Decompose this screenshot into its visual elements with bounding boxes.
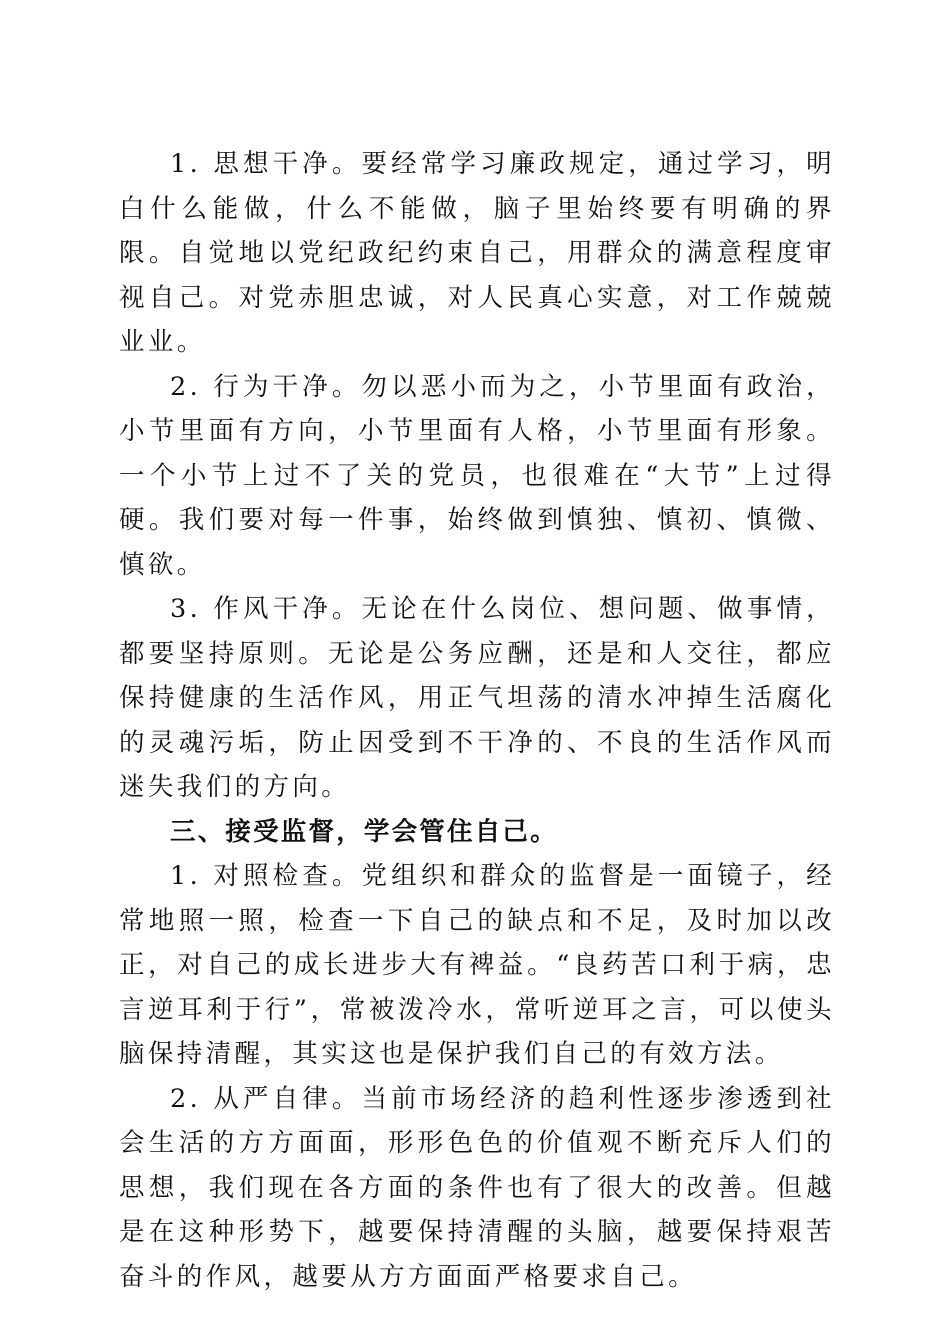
- section-heading-supervision: 三、接受监督，学会管住自己。: [170, 816, 558, 847]
- paragraph-behavior-clean: 2. 行为干净。勿以恶小而为之，小节里面有政治，小节里面有方向，小节里面有人格，小节里面有形象。一个小节上过不了关的党员，也很难在“大节”上过得硬。我们要对每一件事，始终做到慎独、慎初、慎微、慎欲。: [119, 371, 835, 580]
- document-body: [119, 142, 835, 1299]
- paragraph-style-clean: 3. 作风干净。无论在什么岗位、想问题、做事情，都要坚持原则。无论是公务应酬，还是和人交往，都应保持健康的生活作风，用正气坦荡的清水冲掉生活腐化的灵魂污垢，防止因受到不干净的、不良的生活作风而迷失我们的方向。: [119, 594, 835, 802]
- paragraph-self-discipline: 2. 从严自律。当前市场经济的趋利性逐步渗透到社会生活的方方面面，形形色色的价值观不断充斥人们的思想，我们现在各方面的条件也有了很大的改善。但越是在这种形势下，越要保持清醒的头脑，越要保持艰苦奋斗的作风，越要从方方面面严格要求自己。: [119, 1083, 835, 1292]
- paragraph-thought-clean: 1. 思想干净。要经常学习廉政规定，通过学习，明白什么能做，什么不能做，脑子里始终要有明确的界限。自觉地以党纪政纪约束自己，用群众的满意程度审视自己。对党赤胆忠诚，对人民真心实意，对工作兢兢业业。: [119, 149, 835, 357]
- paragraph-self-check: 1. 对照检查。党组织和群众的监督是一面镜子，经常地照一照，检查一下自己的缺点和不足，及时加以改正，对自己的成长进步大有裨益。“良药苦口利于病，忠言逆耳利于行”，常被泼冷水，常听逆耳之言，可以使头脑保持清醒，其实这也是保护我们自己的有效方法。: [119, 861, 835, 1069]
